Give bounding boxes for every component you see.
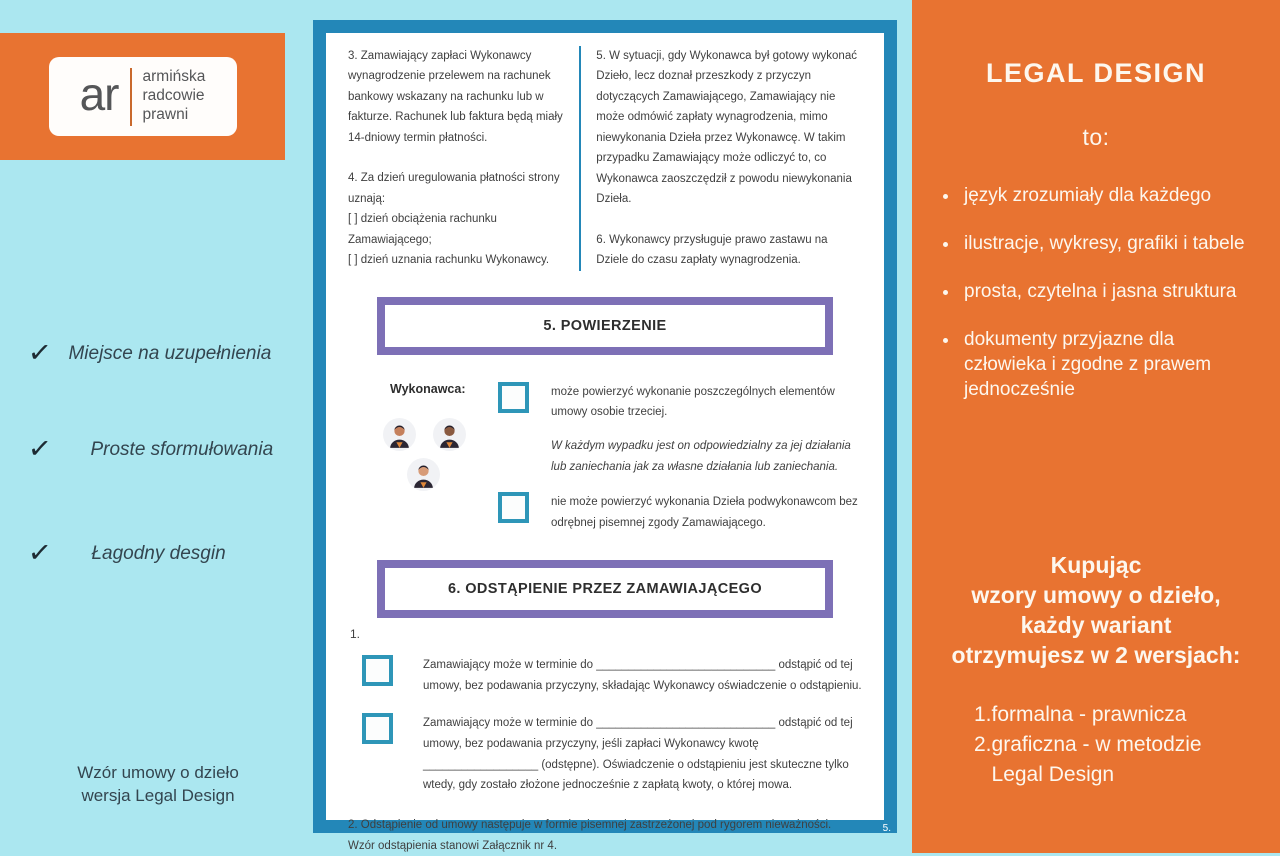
offer-heading-line: Kupując xyxy=(1050,552,1142,578)
version-number: 1. xyxy=(974,703,992,726)
option-row xyxy=(362,655,862,696)
panel-bullet-list xyxy=(960,183,1252,425)
clause-6: 6. Wykonawcy przysługuje prawo zastawu na Dziele do czasu zapłaty wynagrodzenia. xyxy=(596,233,828,267)
section-5-note: W każdym wypadku jest on odpowiedzialny za jej działania lub zaniechania jak za własne działania lub zaniechania. xyxy=(551,440,851,473)
logo-banner xyxy=(0,33,285,160)
logo-name-line: radcowie xyxy=(142,87,205,105)
section-5-options xyxy=(498,382,862,534)
feature-item xyxy=(26,335,272,370)
contract-page xyxy=(326,33,884,852)
logo-name-line: prawni xyxy=(142,105,189,123)
party-label: Wykonawca: xyxy=(390,381,466,396)
offer-heading-line: otrzymujesz w 2 wersjach: xyxy=(951,641,1241,668)
option-text: Zamawiający może w terminie do ____________________________ odstąpić od tej umowy, bez podawania przyczyny, jeśli zapłaci Wykonawcy kwotę __________________ (odstępne). Oświadczenie o odstąpieniu jest skuteczne tylko wtedy, gdy zostało złożone jednocześnie z zapłatą kwoty, o której mowa. xyxy=(423,717,853,792)
option-row xyxy=(498,382,858,423)
page-number: 5. xyxy=(882,823,891,834)
clause-3: 3. Zamawiający zapłaci Wykonawcy wynagrodzenie przelewem na rachunek bankowy wskazany na rachunku lub w fakturze. Rachunek lub faktura będą miały 14-dniowy termin płatności. xyxy=(348,50,563,144)
versions-list xyxy=(974,700,1242,789)
feature-label: Łagodny desgin xyxy=(91,543,226,564)
section-6-header xyxy=(377,560,833,618)
caption-line: wersja Legal Design xyxy=(81,786,235,806)
offer-heading xyxy=(912,551,1280,671)
section-5-body xyxy=(348,382,862,534)
contract-right-column xyxy=(579,46,862,271)
panel-bullet: • ilustracje, wykresy, grafiki i tabele xyxy=(960,231,1252,256)
party-column xyxy=(348,382,498,534)
version-item xyxy=(974,700,1242,730)
option-checkbox[interactable] xyxy=(362,713,393,744)
contract-page-frame xyxy=(313,20,897,852)
document-caption xyxy=(28,761,288,808)
panel-bullet: • dokumenty przyjazne dla człowieka i zgodne z prawem jednocześnie xyxy=(960,327,1252,402)
offer-heading-line: każdy wariant xyxy=(1020,611,1172,638)
logo-name-line: armińska xyxy=(142,68,206,86)
logo-name xyxy=(143,68,206,125)
version-item xyxy=(974,730,1242,790)
legal-design-panel xyxy=(912,0,1280,853)
contract-left-column xyxy=(348,46,579,271)
feature-item xyxy=(26,535,226,570)
panel-bullet: • język zrozumiały dla każdego xyxy=(960,183,1252,208)
section-6-item-1-label: 1. xyxy=(350,626,361,641)
option-checkbox[interactable] xyxy=(498,382,529,413)
option-row xyxy=(362,713,862,796)
logo-initials: ar xyxy=(79,67,119,120)
panel-title: LEGAL DESIGN xyxy=(985,58,1207,88)
caption-line: Wzór umowy o dzieło xyxy=(77,763,239,782)
contract-two-columns xyxy=(348,46,862,271)
feature-label: Miejsce na uzupełnienia xyxy=(68,343,272,364)
paragraph-line: 2. Odstąpienie od umowy następuje w formie pisemnej zastrzeżonej pod rygorem nieważności. xyxy=(348,818,832,831)
option-checkbox[interactable] xyxy=(362,655,393,686)
section-5-title: 5. POWIERZENIE xyxy=(385,305,825,347)
avatar-group xyxy=(390,418,498,498)
clause-4-option-a: [ ] dzień obciążenia rachunku Zamawiającego; xyxy=(348,213,497,246)
company-logo xyxy=(49,57,237,136)
section-6-paragraph-2 xyxy=(348,815,862,856)
option-row xyxy=(498,492,858,533)
section-6-title: 6. ODSTĄPIENIE PRZEZ ZAMAWIAJĄCEGO xyxy=(385,568,825,610)
checkmark-icon: ✓ xyxy=(26,335,54,370)
clause-4: 4. Za dzień uregulowania płatności strony uznają: xyxy=(348,172,560,205)
section-5-header xyxy=(377,297,833,355)
option-text: może powierzyć wykonanie poszczególnych elementów umowy osobie trzeciej. xyxy=(551,385,835,419)
checkmark-icon: ✓ xyxy=(26,431,54,466)
option-checkbox[interactable] xyxy=(498,492,529,523)
clause-5: 5. W sytuacji, gdy Wykonawca był gotowy wykonać Dzieło, lecz doznał przeszkody z przyczyn dotyczących Zamawiającego, Zamawiający nie może odmówić zapłaty wynagrodzenia, mimo niewykonania Dzieła przez Wykonawcę. W takim przypadku Zamawiający może odliczyć to, co Wykonawca zaoszczędził z powodu niewykonania Dzieła. xyxy=(596,50,857,206)
version-label: formalna - prawnicza xyxy=(991,703,1187,726)
version-number: 2. xyxy=(974,732,992,756)
version-label: graficzna - w metodzie Legal Design xyxy=(991,732,1202,786)
feature-label: Proste sformułowania xyxy=(90,439,274,460)
option-text: nie może powierzyć wykonania Dzieła podwykonawcom bez odrębnej pisemnej zgody Zamawiającego. xyxy=(551,496,858,530)
person-avatar-icon xyxy=(383,418,416,451)
offer-heading-line: wzory umowy o dzieło, xyxy=(971,581,1221,608)
paragraph-line: Wzór odstąpienia stanowi Załącznik nr 4. xyxy=(348,839,558,852)
option-text: Zamawiający może w terminie do ____________________________ odstąpić od tej umowy, bez podawania przyczyny, składając Wykonawcy oświadczenie o odstąpieniu. xyxy=(423,658,862,692)
panel-subtitle: to: xyxy=(1082,124,1110,150)
logo-divider xyxy=(130,68,132,126)
panel-bullet: • prosta, czytelna i jasna struktura xyxy=(960,279,1252,304)
person-avatar-icon xyxy=(433,418,466,451)
clause-4-option-b: [ ] dzień uznania rachunku Wykonawcy. xyxy=(348,254,550,267)
checkmark-icon: ✓ xyxy=(26,535,54,570)
feature-item xyxy=(26,431,274,466)
person-avatar-icon xyxy=(407,458,440,491)
